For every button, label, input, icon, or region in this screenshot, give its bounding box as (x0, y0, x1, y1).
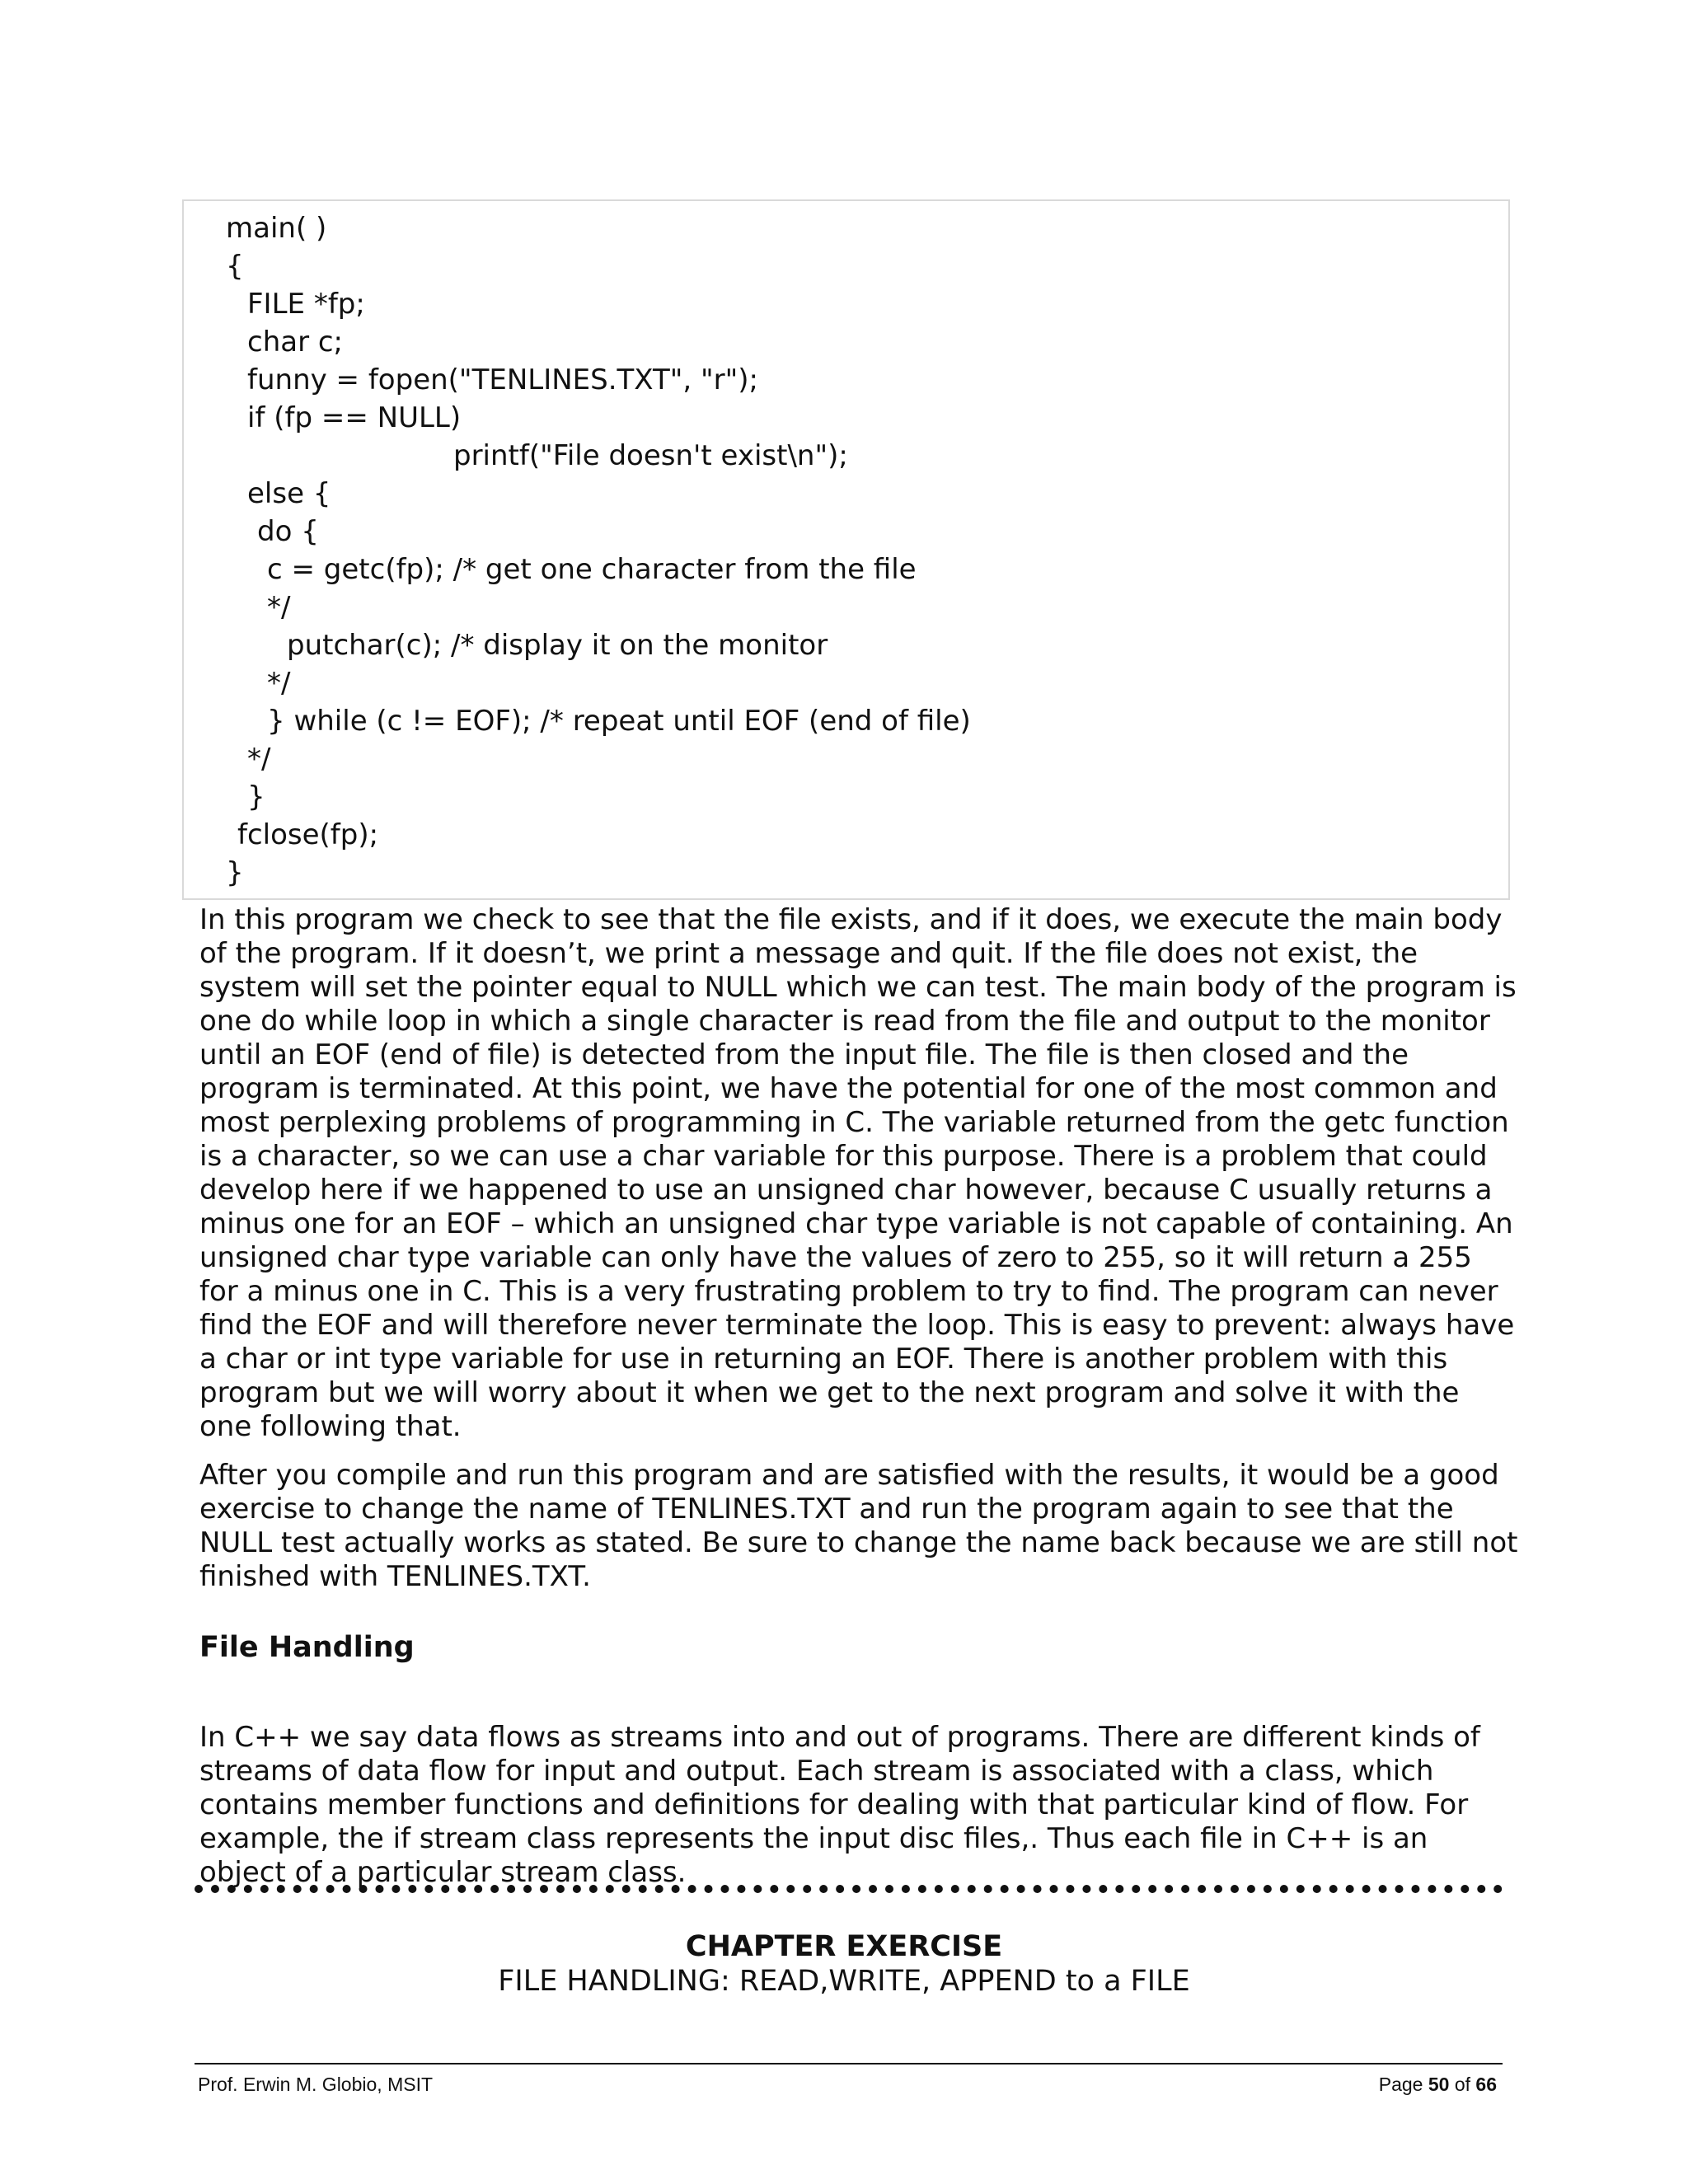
code-line: char c; (247, 326, 344, 359)
code-line: } (247, 780, 265, 813)
code-line: { (226, 250, 244, 283)
chapter-subtitle: FILE HANDLING: READ,WRITE, APPEND to a FILE (498, 1965, 1190, 1998)
code-line: c = getc(fp); /* get one character from the file (267, 553, 917, 586)
exercise-paragraph: After you compile and run this program and are satisfied with the results, it would be a good exercise to change the name of TENLINES.TXT and run the program again to see that the NULL test actually works as stated. Be sure to change the name back because we are still not finished with TENLINES.TXT. (199, 1459, 1518, 1593)
footer-author: Prof. Erwin M. Globio, MSIT (198, 2074, 434, 2095)
footer-page-indicator (1379, 2072, 1497, 2097)
chapter-title: CHAPTER EXERCISE (685, 1930, 1003, 1963)
page-number: 50 (1428, 2074, 1450, 2095)
code-line: printf("File doesn't exist\n"); (453, 439, 848, 472)
code-listing-box (182, 199, 1510, 900)
code-line: fclose(fp); (237, 818, 379, 851)
explanation-paragraph: In this program we check to see that the file exists, and if it does, we execute the main body of the program. If it doesn’t, we print a message and quit. If the file does not exist, the system will set the pointer equal to NULL which we can test. The main body of the program is one do while loop in which a single character is read from the file and output to the monitor until an EOF (end of file) is detected from the input file. The file is then closed and the program is terminated. At this point, we have the potential for one of the most common and most perplexing problems of programming in C. The variable returned from the getc function is a character, so we can use a char variable for this purpose. There is a problem that could develop here if we happened to use an unsigned char however, because C usually returns a minus one for an EOF – which an unsigned char type variable is not capable of containing. An unsigned char type variable can only have the values of zero to 255, so it will return a 255 for a minus one in C. This is a very frustrating problem to try to find. The program can never find the EOF and will therefore never terminate the loop. This is easy to prevent: always have a char or int type variable for use in returning an EOF. There is another problem with this program but we will worry about it when we get to the next program and solve it with the one following that. (199, 903, 1517, 1443)
code-line: funny = fopen("TENLINES.TXT", "r"); (247, 363, 758, 396)
of-label: of (1454, 2074, 1471, 2095)
footer-divider (195, 2063, 1503, 2064)
dotted-separator (195, 1885, 1503, 1893)
code-line: FILE *fp; (247, 288, 365, 321)
code-line: } (226, 856, 244, 889)
code-line: } while (c != EOF); /* repeat until EOF (end of file) (267, 705, 971, 738)
code-line: putchar(c); /* display it on the monitor (287, 629, 828, 662)
code-line: */ (247, 743, 271, 776)
code-line: main( ) (226, 212, 327, 245)
code-line: */ (267, 667, 291, 700)
code-line: else { (247, 477, 331, 510)
page-total: 66 (1475, 2074, 1497, 2095)
section-heading: File Handling (199, 1631, 415, 1664)
streams-paragraph: In C++ we say data flows as streams into and out of programs. There are different kinds of streams of data flow for input and output. Each stream is associated with a class, which contains member functions and definitions for dealing with that particular kind of flow. For example, the if stream class represents the input disc files,. Thus each file in C++ is an object of a particular stream class. (199, 1721, 1480, 1889)
code-line: if (fp == NULL) (247, 401, 462, 434)
code-line: do { (257, 515, 319, 548)
code-line: */ (267, 591, 291, 624)
page-label: Page (1378, 2074, 1423, 2095)
